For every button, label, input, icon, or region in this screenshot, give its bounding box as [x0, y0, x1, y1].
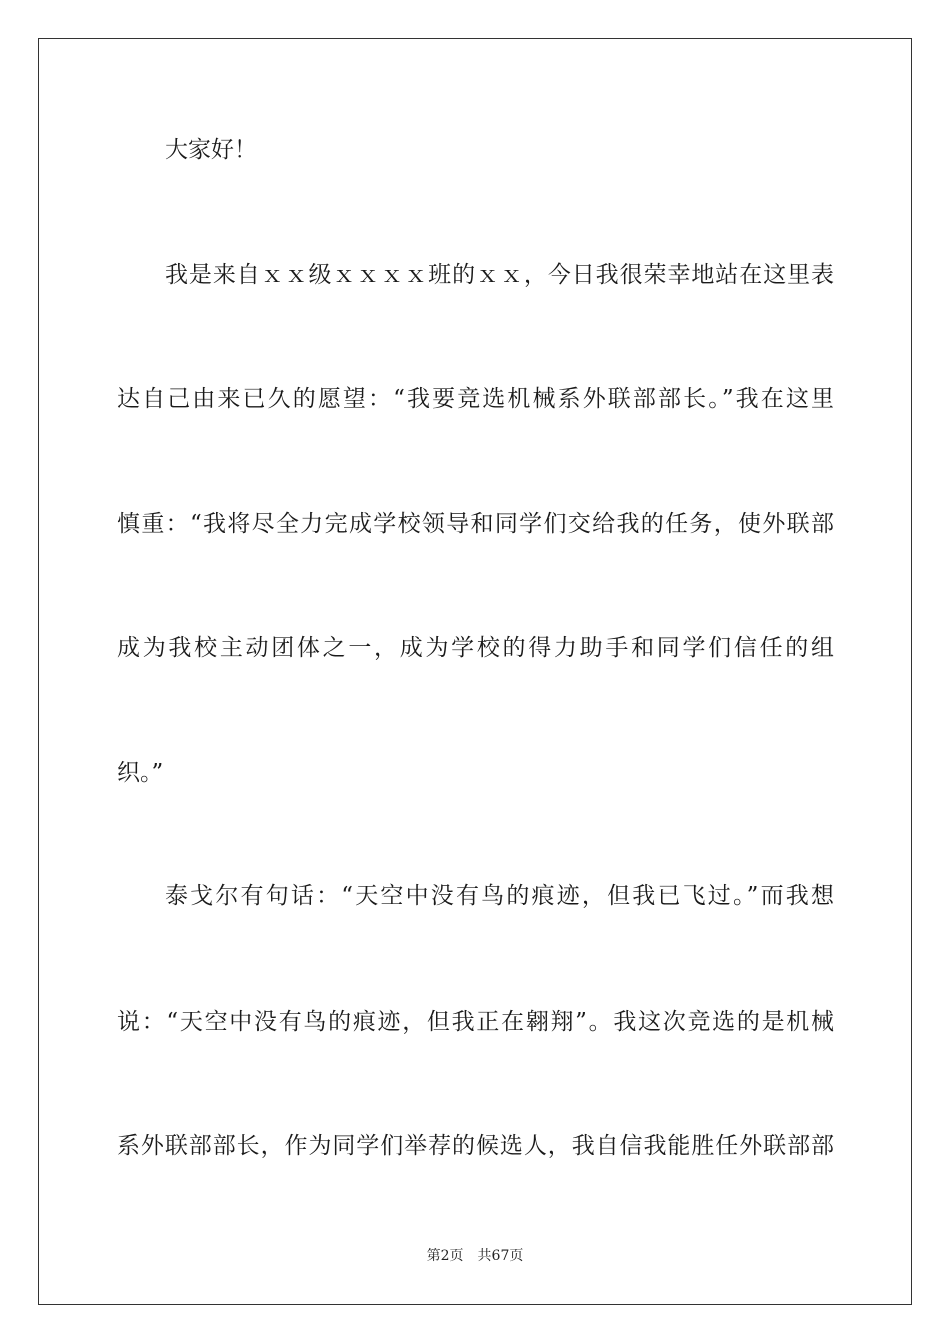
paragraph-greeting: 大家好！ — [165, 137, 257, 163]
page-border — [38, 38, 912, 1305]
paragraph-line: 成为我校主动团体之一，成为学校的得力助手和同学们信任的组 — [117, 635, 834, 661]
paragraph-line: 系外联部部长，作为同学们举荐的候选人，我自信我能胜任外联部部 — [117, 1133, 834, 1159]
paragraph-line: 泰戈尔有句话：“天空中没有鸟的痕迹，但我已飞过。”而我想 — [165, 883, 834, 909]
paragraph-line: 织。” — [117, 760, 164, 786]
paragraph-line: 慎重：“我将尽全力完成学校领导和同学们交给我的任务，使外联部 — [117, 511, 834, 537]
paragraph-line: 说：“天空中没有鸟的痕迹，但我正在翱翔”。我这次竞选的是机械 — [117, 1009, 834, 1035]
paragraph-line: 我是来自ｘｘ级ｘｘｘｘ班的ｘｘ，今日我很荣幸地站在这里表 — [165, 262, 834, 288]
paragraph-line: 达自己由来已久的愿望：“我要竞选机械系外联部部长。”我在这里 — [117, 386, 834, 412]
page-number-footer: 第2页 共67页 — [426, 1248, 524, 1264]
